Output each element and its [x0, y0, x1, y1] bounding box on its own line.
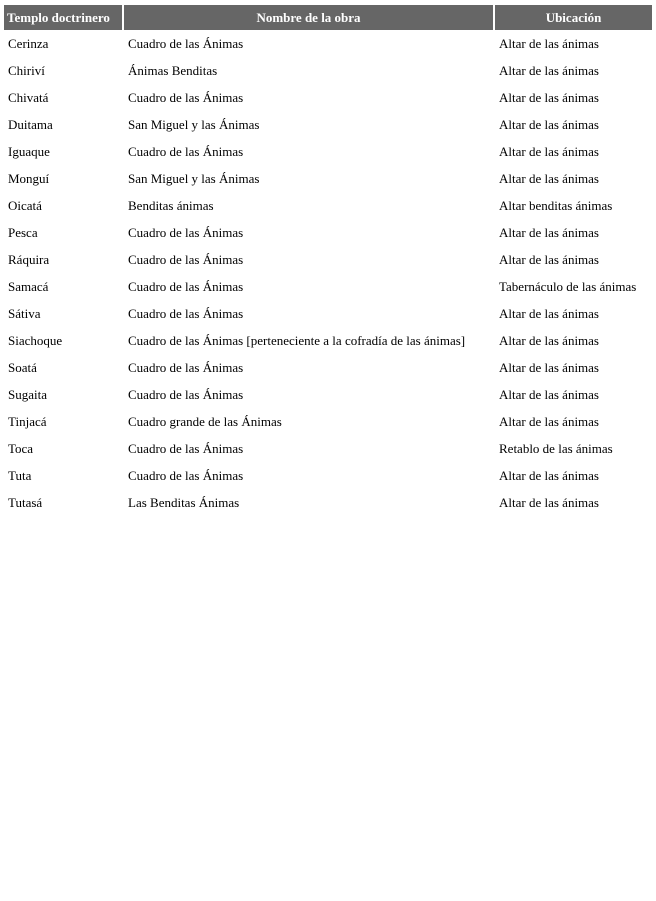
- templo-cell: Cerinza: [8, 36, 49, 51]
- templo-cell: Sugaita: [8, 387, 47, 402]
- obra-cell: Cuadro de las Ánimas: [128, 36, 244, 51]
- obra-cell: Cuadro de las Ánimas: [128, 306, 244, 321]
- templo-cell: Tuta: [8, 468, 32, 483]
- ubicacion-cell: Altar de las ánimas: [499, 36, 599, 51]
- table-row: [4, 462, 652, 489]
- table-row: [4, 381, 652, 408]
- obra-cell: Cuadro de las Ánimas: [128, 252, 244, 267]
- table-row: [4, 273, 652, 300]
- obra-cell: Cuadro de las Ánimas: [128, 360, 244, 375]
- ubicacion-cell: Retablo de las ánimas: [499, 441, 613, 456]
- table-row: [4, 489, 652, 516]
- templo-cell: Chivatá: [8, 90, 49, 105]
- ubicacion-cell: Altar de las ánimas: [499, 171, 599, 186]
- templo-cell: Soatá: [8, 360, 37, 375]
- ubicacion-cell: Altar de las ánimas: [499, 468, 599, 483]
- ubicacion-cell: Tabernáculo de las ánimas: [499, 279, 637, 294]
- ubicacion-cell: Altar de las ánimas: [499, 360, 599, 375]
- templo-cell: Chiriví: [8, 63, 45, 78]
- header-ubicacion: Ubicación: [495, 5, 652, 30]
- obra-cell: Ánimas Benditas: [128, 63, 218, 78]
- obra-cell: Cuadro de las Ánimas [perteneciente a la cofradía de las ánimas]: [128, 333, 466, 348]
- ubicacion-cell: Altar de las ánimas: [499, 387, 599, 402]
- table-row: [4, 84, 652, 111]
- table-row: [4, 246, 652, 273]
- table-row: [4, 435, 652, 462]
- templo-cell: Oicatá: [8, 198, 42, 213]
- obra-cell: Cuadro de las Ánimas: [128, 90, 244, 105]
- templo-cell: Ráquira: [8, 252, 50, 267]
- templo-cell: Sátiva: [8, 306, 41, 321]
- header-nombre: Nombre de la obra: [124, 5, 495, 30]
- table-row: [4, 327, 652, 354]
- obra-cell: San Miguel y las Ánimas: [128, 117, 260, 132]
- templo-cell: Monguí: [8, 171, 50, 186]
- obra-cell: Cuadro de las Ánimas: [128, 279, 244, 294]
- table-row: [4, 165, 652, 192]
- ubicacion-cell: Altar de las ánimas: [499, 117, 599, 132]
- obra-cell: Benditas ánimas: [128, 198, 214, 213]
- table-row: [4, 192, 652, 219]
- table-body: [4, 30, 652, 516]
- templo-cell: Siachoque: [8, 333, 63, 348]
- obra-cell: San Miguel y las Ánimas: [128, 171, 260, 186]
- table-row: [4, 300, 652, 327]
- ubicacion-cell: Altar de las ánimas: [499, 225, 599, 240]
- obra-cell: Cuadro de las Ánimas: [128, 144, 244, 159]
- header-templo: Templo doctrinero: [4, 5, 124, 30]
- table-row: [4, 219, 652, 246]
- obra-cell: Cuadro de las Ánimas: [128, 441, 244, 456]
- templo-cell: Iguaque: [8, 144, 50, 159]
- ubicacion-cell: Altar de las ánimas: [499, 144, 599, 159]
- table-row: [4, 57, 652, 84]
- table-row: [4, 138, 652, 165]
- obra-cell: Cuadro grande de las Ánimas: [128, 414, 282, 429]
- obra-cell: Las Benditas Ánimas: [128, 495, 240, 510]
- header-row: [4, 5, 652, 30]
- works-table: [4, 5, 652, 516]
- obra-cell: Cuadro de las Ánimas: [128, 225, 244, 240]
- templo-cell: Toca: [8, 441, 34, 456]
- templo-cell: Duitama: [8, 117, 53, 132]
- table-row: [4, 408, 652, 435]
- table-row: [4, 30, 652, 57]
- ubicacion-cell: Altar de las ánimas: [499, 333, 599, 348]
- ubicacion-cell: Altar de las ánimas: [499, 495, 599, 510]
- obra-cell: Cuadro de las Ánimas: [128, 387, 244, 402]
- ubicacion-cell: Altar de las ánimas: [499, 90, 599, 105]
- templo-cell: Samacá: [8, 279, 49, 294]
- obra-cell: Cuadro de las Ánimas: [128, 468, 244, 483]
- ubicacion-cell: Altar de las ánimas: [499, 414, 599, 429]
- table-row: [4, 354, 652, 381]
- ubicacion-cell: Altar de las ánimas: [499, 306, 599, 321]
- templo-cell: Tinjacá: [8, 414, 47, 429]
- templo-cell: Pesca: [8, 225, 38, 240]
- table-header: [4, 5, 652, 30]
- table-row: [4, 111, 652, 138]
- ubicacion-cell: Altar de las ánimas: [499, 252, 599, 267]
- templo-cell: Tutasá: [8, 495, 43, 510]
- ubicacion-cell: Altar benditas ánimas: [499, 198, 613, 213]
- ubicacion-cell: Altar de las ánimas: [499, 63, 599, 78]
